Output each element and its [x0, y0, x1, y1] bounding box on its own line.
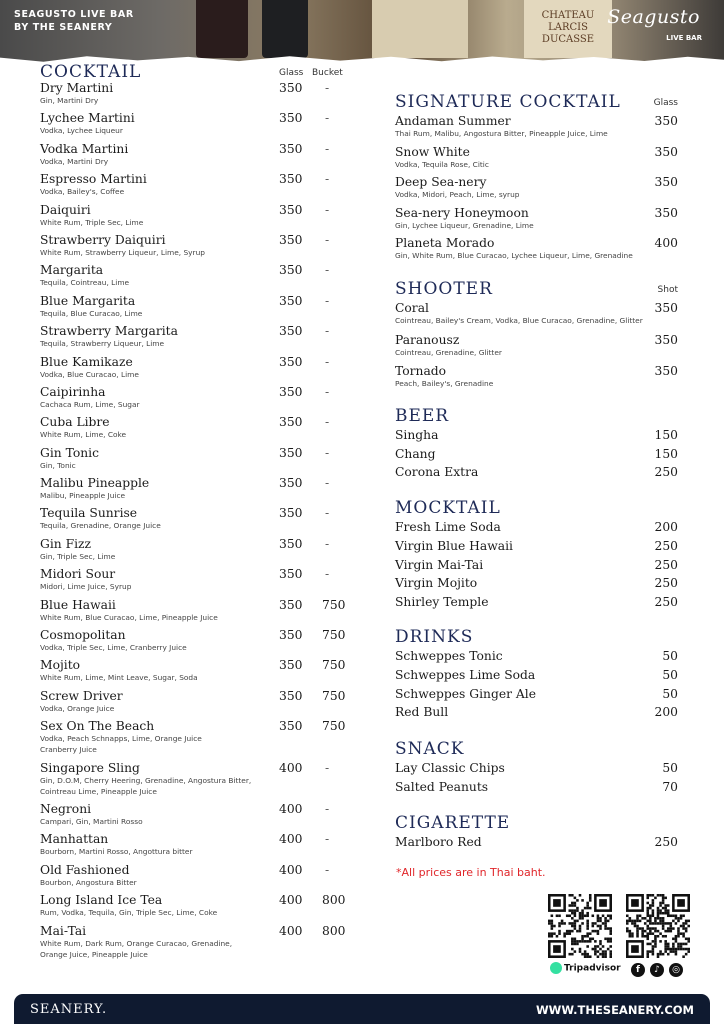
item-name: Old Fashioned: [40, 862, 130, 877]
menu-item: [40, 446, 350, 476]
menu-item: [395, 595, 678, 614]
item-name: Chang: [395, 446, 436, 461]
price-bucket: -: [325, 760, 330, 775]
cocktail-list: [40, 81, 350, 965]
section-title: BEER: [395, 406, 450, 426]
price-bucket: 800: [322, 893, 346, 908]
menu-item: [40, 506, 350, 536]
section-title: DRINKS: [395, 627, 474, 647]
item-price: 50: [662, 686, 678, 701]
price-glass: 350: [279, 324, 303, 339]
column-header-shot: Shot: [657, 285, 678, 295]
item-ingredients: Malibu, Pineapple Juice: [40, 491, 126, 501]
price-bucket: -: [325, 263, 330, 278]
item-name: Schweppes Lime Soda: [395, 667, 536, 682]
price-glass: 350: [279, 476, 303, 491]
price-bucket: 800: [322, 923, 346, 938]
item-price: 50: [662, 667, 678, 682]
item-name: Midori Sour: [40, 567, 116, 582]
item-name: Coral: [395, 301, 429, 315]
wine-label-image: [524, 0, 612, 58]
menu-item: [395, 145, 678, 176]
menu-item: [395, 333, 678, 365]
item-ingredients: White Rum, Triple Sec, Lime: [40, 217, 144, 227]
item-price: 350: [654, 175, 678, 189]
menu-item: [40, 924, 350, 965]
price-glass: 350: [279, 232, 303, 247]
section-title: SNACK: [395, 739, 465, 759]
tripadvisor-badge[interactable]: [550, 962, 621, 974]
item-name: Espresso Martini: [40, 172, 147, 187]
menu-item: [395, 835, 678, 854]
price-glass: 350: [279, 172, 303, 187]
price-bucket: -: [325, 202, 330, 217]
seagusto-logo-sub: LIVE BAR: [666, 34, 702, 42]
item-ingredients: Vodka, Blue Curacao, Lime: [40, 369, 139, 379]
item-name: Singapore Sling: [40, 760, 140, 775]
item-name: Shirley Temple: [395, 595, 489, 610]
price-glass: 350: [279, 719, 303, 734]
drinks-list: [395, 649, 678, 724]
item-ingredients: Vodka, Midori, Peach, Lime, syrup: [395, 190, 520, 199]
item-ingredients: Tequila, Blue Curacao, Lime: [40, 308, 143, 318]
price-glass: 350: [279, 688, 303, 703]
item-ingredients: White Rum, Blue Curacao, Lime, Pineapple Juice: [40, 612, 218, 622]
menu-item: [395, 301, 678, 333]
price-glass: 350: [279, 536, 303, 551]
item-ingredients: Vodka, Bailey's, Coffee: [40, 187, 125, 197]
menu-item: [395, 649, 678, 668]
item-price: 250: [654, 576, 678, 591]
item-ingredients: White Rum, Dark Rum, Orange Curacao, Grenadine,: [40, 938, 233, 948]
seagusto-logo: Seagusto: [607, 6, 700, 28]
price-glass: 350: [279, 263, 303, 278]
item-price: 200: [654, 520, 678, 534]
drinks-section: [395, 627, 678, 724]
price-glass: 400: [279, 862, 303, 877]
price-bucket: 750: [322, 597, 346, 612]
item-name: Fresh Lime Soda: [395, 520, 501, 534]
menu-item: [395, 175, 678, 206]
item-name: Mojito: [40, 658, 81, 673]
item-name: Screw Driver: [40, 688, 123, 703]
menu-item: [40, 111, 350, 141]
section-title: MOCKTAIL: [395, 498, 501, 518]
price-bucket: -: [325, 232, 330, 247]
menu-item: [40, 355, 350, 385]
mocktail-list: [395, 520, 678, 614]
menu-item: [40, 832, 350, 862]
menu-item: [40, 81, 350, 111]
price-bucket: 750: [322, 658, 346, 673]
item-name: Paranousz: [395, 332, 460, 347]
item-name: Dry Martini: [40, 81, 114, 95]
cocktail-section: [40, 62, 350, 965]
item-price: 350: [654, 364, 678, 378]
item-price: 250: [654, 835, 678, 849]
item-ingredients: Rum, Vodka, Tequila, Gin, Triple Sec, Lime, Coke: [40, 908, 218, 918]
item-ingredients: Gin, White Rum, Blue Curacao, Lychee Liqueur, Lime, Grenadine: [395, 251, 633, 260]
signature-cocktail-section: [395, 92, 678, 267]
bottle-label-text: CHATEAU LARCIS DUCASSE: [541, 10, 595, 45]
price-glass: 350: [279, 293, 303, 308]
menu-item: [395, 206, 678, 237]
item-name: Marlboro Red: [395, 835, 482, 849]
menu-item: [395, 687, 678, 706]
item-price: 350: [654, 114, 678, 128]
menu-item: [395, 114, 678, 145]
item-price: 150: [654, 428, 678, 442]
item-name: Daiquiri: [40, 202, 91, 217]
menu-item: [395, 428, 678, 447]
menu-item: [40, 142, 350, 172]
item-ingredients: Cachaca Rum, Lime, Sugar: [40, 399, 140, 409]
wine-label-image: [372, 0, 468, 58]
wine-bottle-image: [262, 0, 308, 58]
item-ingredients: White Rum, Lime, Coke: [40, 430, 127, 440]
item-name: Singha: [395, 428, 439, 442]
menu-item: [40, 324, 350, 354]
price-bucket: -: [325, 141, 330, 156]
item-price: 350: [654, 144, 678, 159]
brand-line-1: SEAGUSTO LIVE BAR: [14, 9, 134, 20]
item-name: Malibu Pineapple: [40, 476, 150, 491]
price-bucket: 750: [322, 628, 346, 643]
price-bucket: -: [325, 172, 330, 187]
menu-item: [395, 576, 678, 595]
section-title: CIGARETTE: [395, 813, 511, 833]
item-ingredients: Campari, Gin, Martini Rosso: [40, 816, 143, 826]
item-name: Mai-Tai: [40, 923, 87, 938]
price-bucket: -: [325, 81, 330, 95]
item-name: Virgin Mojito: [395, 576, 478, 591]
price-bucket: -: [325, 567, 330, 582]
item-price: 150: [654, 446, 678, 461]
facebook-icon[interactable]: f: [631, 963, 645, 977]
social-qr-code[interactable]: [626, 894, 690, 958]
item-price: 350: [654, 301, 678, 315]
price-glass: 400: [279, 801, 303, 816]
item-ingredients: Tequila, Strawberry Liqueur, Lime: [40, 339, 165, 349]
menu-item: [40, 172, 350, 202]
menu-item: [40, 628, 350, 658]
price-bucket: -: [325, 324, 330, 339]
shooter-section: [395, 279, 678, 396]
wine-bottle-image: [196, 0, 248, 58]
price-bucket: -: [325, 384, 330, 399]
price-glass: 400: [279, 760, 303, 775]
item-name: Deep Sea-nery: [395, 175, 487, 189]
tripadvisor-label: Tripadvisor: [564, 963, 621, 974]
menu-item: [395, 780, 678, 799]
brand-name: [14, 8, 134, 34]
item-ingredients: Vodka, Martini Dry: [40, 156, 109, 166]
item-ingredients: Gin, D.O.M, Cherry Heering, Grenadine, Angostura Bitter,: [40, 775, 252, 785]
item-ingredients: Tequila, Cointreau, Lime: [40, 278, 130, 288]
item-ingredients: Gin, Tonic: [40, 460, 76, 470]
section-title: COCKTAIL: [40, 62, 142, 82]
item-ingredients: Cointreau, Bailey's Cream, Vodka, Blue Curacao, Grenadine, Glitter: [395, 316, 643, 325]
item-name: Schweppes Ginger Ale: [395, 686, 536, 701]
item-ingredients: Vodka, Triple Sec, Lime, Cranberry Juice: [40, 643, 187, 653]
column-header-glass: Glass: [279, 68, 304, 78]
item-ingredients: Tequila, Grenadine, Orange Juice: [40, 521, 161, 531]
menu-item: [395, 447, 678, 466]
menu-item: [40, 385, 350, 415]
price-glass: 350: [279, 384, 303, 399]
item-name: Sex On The Beach: [40, 719, 155, 734]
item-name: Corona Extra: [395, 465, 479, 480]
price-glass: 350: [279, 597, 303, 612]
price-glass: 350: [279, 506, 303, 521]
item-price: 50: [662, 649, 678, 663]
menu-item: [40, 203, 350, 233]
item-name: Long Island Ice Tea: [40, 893, 163, 908]
menu-item: [395, 539, 678, 558]
item-name: Snow White: [395, 144, 470, 159]
footer-website-link[interactable]: WWW.THESEANERY.COM: [535, 1003, 694, 1017]
menu-item: [40, 689, 350, 719]
item-ingredients: Vodka, Peach Schnapps, Lime, Orange Juice: [40, 734, 202, 744]
item-name: Schweppes Tonic: [395, 649, 503, 663]
menu-item: [395, 705, 678, 724]
menu-item: [395, 668, 678, 687]
item-name: Lay Classic Chips: [395, 761, 505, 775]
item-ingredients: Vodka, Orange Juice: [40, 703, 115, 713]
price-bucket: -: [325, 862, 330, 877]
item-name: Tequila Sunrise: [40, 506, 138, 521]
menu-item: [40, 598, 350, 628]
item-name: Red Bull: [395, 705, 449, 720]
item-name: Virgin Mai-Tai: [395, 557, 484, 572]
price-bucket: -: [325, 476, 330, 491]
snack-section: [395, 739, 678, 799]
menu-item: [395, 558, 678, 577]
item-ingredients: Cointreau Lime, Pineapple Juice: [40, 786, 157, 796]
menu-item: [40, 658, 350, 688]
column-header-glass: Glass: [653, 98, 678, 108]
snack-list: [395, 761, 678, 799]
item-ingredients: Bourbon, Angostura Bitter: [40, 877, 137, 887]
price-bucket: -: [325, 354, 330, 369]
menu-item: [395, 465, 678, 484]
item-price: 70: [662, 779, 678, 794]
price-bucket: -: [325, 415, 330, 430]
tripadvisor-qr-code[interactable]: [548, 894, 612, 958]
item-name: Vodka Martini: [40, 141, 129, 156]
price-glass: 350: [279, 354, 303, 369]
item-ingredients: Cranberry Juice: [40, 745, 97, 755]
menu-item: [40, 476, 350, 506]
menu-item: [40, 294, 350, 324]
instagram-icon[interactable]: ◎: [669, 963, 683, 977]
item-name: Gin Tonic: [40, 445, 99, 460]
item-price: 250: [654, 595, 678, 610]
item-price: 400: [654, 236, 678, 250]
tripadvisor-owl-icon: [550, 962, 562, 974]
brand-line-2: BY THE SEANERY: [14, 22, 113, 33]
item-name: Blue Kamikaze: [40, 354, 133, 369]
tiktok-icon[interactable]: ♪: [650, 963, 664, 977]
item-price: 250: [654, 557, 678, 572]
item-ingredients: Vodka, Lychee Liqueur: [40, 126, 123, 136]
price-glass: 350: [279, 202, 303, 217]
price-glass: 350: [279, 567, 303, 582]
item-ingredients: Gin, Lychee Liqueur, Grenadine, Lime: [395, 220, 534, 230]
price-bucket: 750: [322, 688, 346, 703]
section-title: SIGNATURE COCKTAIL: [395, 92, 621, 112]
item-name: Caipirinha: [40, 384, 106, 399]
price-glass: 350: [279, 628, 303, 643]
item-ingredients: Orange Juice, Pineapple Juice: [40, 949, 148, 959]
price-glass: 400: [279, 893, 303, 908]
menu-item: [395, 761, 678, 780]
signature-list: [395, 114, 678, 267]
item-name: Cuba Libre: [40, 415, 110, 430]
item-price: 250: [654, 465, 678, 480]
item-name: Strawberry Daiquiri: [40, 232, 166, 247]
item-ingredients: Thai Rum, Malibu, Angostura Bitter, Pineapple Juice, Lime: [395, 129, 608, 138]
menu-item: [40, 893, 350, 923]
menu-item: [40, 263, 350, 293]
menu-item: [395, 236, 678, 267]
price-glass: 350: [279, 111, 303, 126]
price-bucket: -: [325, 801, 330, 816]
item-name: Gin Fizz: [40, 536, 92, 551]
item-name: Cosmopolitan: [40, 628, 126, 643]
header-banner-photo: [0, 0, 724, 62]
cigarette-list: [395, 835, 678, 854]
item-name: Negroni: [40, 801, 92, 816]
cigarette-section: [395, 813, 678, 854]
item-ingredients: White Rum, Strawberry Liqueur, Lime, Syrup: [40, 247, 205, 257]
menu-item: [40, 802, 350, 832]
price-glass: 350: [279, 658, 303, 673]
menu-item: [40, 567, 350, 597]
beer-list: [395, 428, 678, 484]
section-title: SHOOTER: [395, 279, 493, 299]
item-price: 350: [654, 332, 678, 347]
item-price: 50: [662, 761, 678, 775]
footer-bar: [14, 994, 710, 1024]
price-bucket: -: [325, 506, 330, 521]
item-name: Virgin Blue Hawaii: [395, 538, 513, 553]
item-name: Lychee Martini: [40, 111, 135, 126]
item-price: 200: [654, 705, 678, 720]
item-name: Strawberry Margarita: [40, 324, 178, 339]
menu-item: [395, 520, 678, 539]
menu-item: [40, 761, 350, 802]
item-price: 250: [654, 538, 678, 553]
price-glass: 400: [279, 923, 303, 938]
shooter-list: [395, 301, 678, 396]
price-bucket: -: [325, 536, 330, 551]
price-glass: 350: [279, 445, 303, 460]
item-name: Andaman Summer: [395, 114, 511, 128]
item-ingredients: Vodka, Tequila Rose, Citic: [395, 159, 489, 169]
item-ingredients: Peach, Bailey's, Grenadine: [395, 379, 494, 388]
menu-item: [40, 863, 350, 893]
item-name: Blue Hawaii: [40, 597, 116, 612]
menu-item: [40, 415, 350, 445]
price-bucket: -: [325, 111, 330, 126]
price-glass: 350: [279, 415, 303, 430]
price-bucket: -: [325, 293, 330, 308]
item-name: Margarita: [40, 263, 104, 278]
item-name: Blue Margarita: [40, 293, 136, 308]
item-name: Tornado: [395, 364, 447, 378]
price-glass: 400: [279, 832, 303, 847]
menu-item: [40, 719, 350, 760]
item-name: Planeta Morado: [395, 236, 495, 250]
item-price: 350: [654, 205, 678, 220]
price-bucket: -: [325, 445, 330, 460]
item-ingredients: Bourborn, Martini Rosso, Angottura bitter: [40, 847, 193, 857]
item-ingredients: Cointreau, Grenadine, Glitter: [395, 347, 502, 357]
beer-section: [395, 406, 678, 484]
price-glass: 350: [279, 81, 303, 95]
price-glass: 350: [279, 141, 303, 156]
menu-item: [40, 233, 350, 263]
item-name: Salted Peanuts: [395, 779, 489, 794]
item-name: Manhattan: [40, 832, 109, 847]
item-ingredients: Gin, Triple Sec, Lime: [40, 551, 116, 561]
item-ingredients: Gin, Martini Dry: [40, 96, 99, 105]
column-header-bucket: Bucket: [312, 68, 343, 78]
menu-item: [395, 364, 678, 396]
item-ingredients: Midori, Lime Juice, Syrup: [40, 582, 132, 592]
price-bucket: -: [325, 832, 330, 847]
mocktail-section: [395, 498, 678, 614]
price-bucket: 750: [322, 719, 346, 734]
menu-item: [40, 537, 350, 567]
price-note: *All prices are in Thai baht.: [396, 866, 546, 879]
item-name: Sea-nery Honeymoon: [395, 205, 529, 220]
item-ingredients: White Rum, Lime, Mint Leave, Sugar, Soda: [40, 673, 198, 683]
footer-brand-logo: SEANERY.: [30, 1002, 108, 1017]
